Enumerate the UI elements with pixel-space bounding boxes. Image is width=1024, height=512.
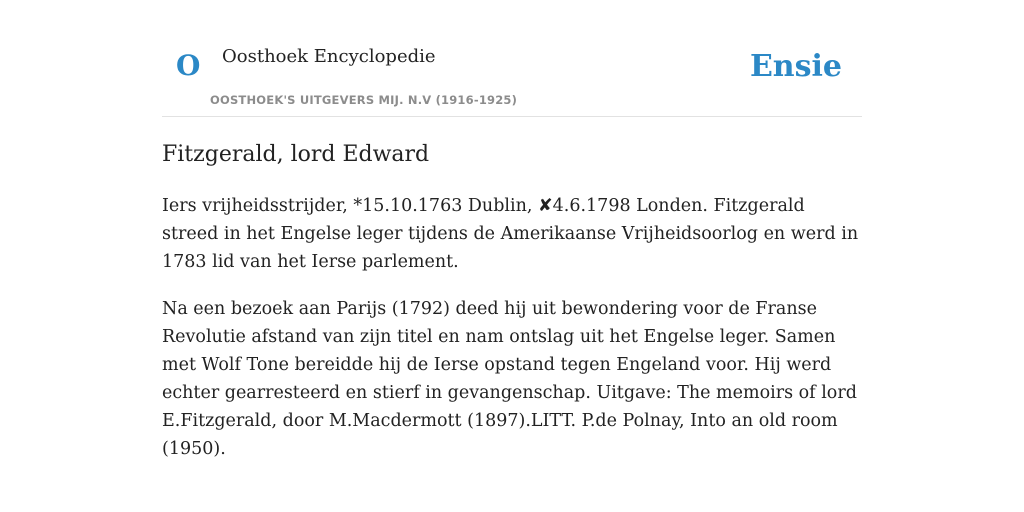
source-title[interactable]: Oosthoek Encyclopedie bbox=[222, 46, 436, 67]
source-header bbox=[162, 0, 862, 117]
ensie-logo[interactable]: Ensie bbox=[749, 49, 842, 84]
article-card bbox=[162, 0, 862, 463]
article-paragraph: Na een bezoek aan Parijs (1792) deed hij uit bewondering voor de Franse Revolutie afstand van zijn titel en nam ontslag uit het Engelse leger. Samen met Wolf Tone bereidde hij de Ierse opstand tegen Engeland voor. Hij werd echter gearresteerd en stierf in gevangenschap. Uitgave: The memoirs of lord E.Fitzgerald, door M.Macdermott (1897).LITT. P.de Polnay, Into an old room (1950). bbox=[162, 299, 857, 460]
source-logo[interactable]: O bbox=[176, 49, 201, 82]
article-paragraph: Iers vrijheidsstrijder, *15.10.1763 Dublin, ✘4.6.1798 Londen. Fitzgerald streed in het Engelse leger tijdens de Amerikaanse Vrijheidsoorlog en werd in 1783 lid van het Ierse parlement. bbox=[162, 196, 859, 273]
article-title: Fitzgerald, lord Edward bbox=[162, 142, 430, 167]
source-subtitle: OOSTHOEK'S UITGEVERS MIJ. N.V (1916-1925) bbox=[210, 93, 518, 107]
